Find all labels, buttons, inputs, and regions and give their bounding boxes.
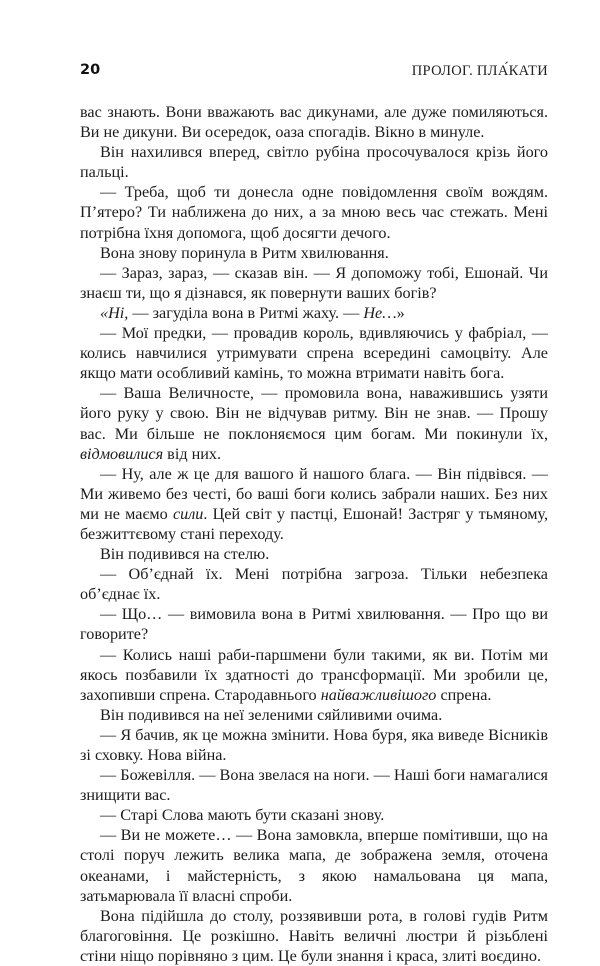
paragraph bbox=[80, 705, 548, 725]
text-run: Вона підійшла до столу, роззявивши рота, в голові гудів Ритм благоговіння. Це розкішно. Навіть величні люстри й різьблені стіни ніщо порівняно з цим. Це були знання і краса, злиті воєдино. bbox=[80, 906, 548, 965]
text-run: вас знають. Вони вважають вас дикунами, але дуже помиляються. Ви не дикуни. Ви осередок, оаза спогадів. Вікно в минуле. bbox=[80, 103, 548, 142]
paragraph bbox=[80, 323, 548, 383]
paragraph bbox=[80, 182, 548, 242]
text-run: — Що… — вимовила вона в Ритмі хвилювання. — Про що ви говорите? bbox=[80, 605, 548, 644]
paragraph bbox=[80, 142, 548, 182]
text-run: — загуділа вона в Ритмі жаху. — bbox=[128, 303, 364, 322]
paragraph bbox=[80, 303, 548, 323]
text-run: . Цей світ у пастці, Ешонай! Застряг у тьмяному, безжиттєвому стані переходу. bbox=[80, 504, 549, 543]
italic-text: найважливішого bbox=[320, 685, 437, 704]
text-run: — Старі Слова мають бути сказані знову. bbox=[100, 806, 385, 825]
paragraph bbox=[80, 102, 548, 142]
paragraph bbox=[80, 825, 548, 905]
text-run: Він подивився на неї зеленими сяйливими очима. bbox=[100, 705, 443, 724]
text-run: спрена. bbox=[436, 685, 492, 704]
text-run: від них. bbox=[163, 444, 222, 463]
italic-text: сили bbox=[172, 504, 204, 523]
paragraph bbox=[80, 604, 548, 644]
paragraph bbox=[80, 243, 548, 263]
text-run: — Ви не можете… — Вона замовкла, вперше помітивши, що на столі поруч лежить велика мапа, де зображена земля, оточена океанами, і майстерність, з якою намальована ця мапа, затьмарювала її власні спроби. bbox=[80, 826, 548, 905]
text-run: — Треба, щоб ти донесла одне повідомлення своїм вождям. П’ятеро? Ти наближена до них, а за мною весь час стежать. Мені потрібна їхня допомога, щоб досягти дечого. bbox=[80, 183, 548, 242]
paragraph bbox=[80, 564, 548, 604]
paragraph bbox=[80, 544, 548, 564]
italic-text: Не… bbox=[363, 303, 397, 322]
text-run: — Божевілля. — Вона звелася на ноги. — Наші боги намагалися знищити вас. bbox=[80, 766, 548, 805]
paragraph bbox=[80, 464, 548, 544]
text-run: Він нахилився вперед, світло рубіна просочувалося крізь його пальці. bbox=[80, 143, 548, 182]
text-run: — Мої предки, — провадив король, вдивляючись у фабріал, — колись навчилися утримувати спрена всередині самоцвіту. Але якщо мати особливий камінь, то можна втримати навіть бога. bbox=[80, 324, 548, 383]
text-run: — Ваша Величносте, — промовила вона, наважившись узяти його руку у свою. Він не відчував ритму. Він не знав. — Прошу вас. Ми більше не поклоняємося цим богам. Ми покинули їх, bbox=[80, 384, 548, 443]
text-run: » bbox=[396, 303, 405, 322]
italic-text: відмовилися bbox=[80, 444, 164, 463]
running-head-chapter-title: ПРОЛОГ. ПЛА́КАТИ bbox=[411, 63, 548, 79]
page-number: 20 bbox=[80, 62, 101, 78]
italic-text: «Ні, bbox=[100, 303, 129, 322]
paragraph bbox=[80, 263, 548, 303]
body-text bbox=[80, 102, 548, 966]
paragraph bbox=[80, 765, 548, 805]
paragraph bbox=[80, 383, 548, 463]
text-run: — Ну, але ж це для вашого й нашого блага. — Він підвівся. — Ми живемо без честі, бо ваші боги колись забрали наших. Без них ми не маємо bbox=[80, 464, 548, 523]
text-run: — Колись наші раби-паршмени були такими, як ви. Потім ми якось позбавили їх здатності до трансформації. Ми зробили це, захопивши спрена. Стародавнього bbox=[80, 645, 548, 704]
paragraph bbox=[80, 906, 548, 966]
text-run: — Я бачив, як це можна змінити. Нова буря, яка виведе Вісників зі сховку. Нова війна. bbox=[80, 725, 548, 764]
paragraph bbox=[80, 725, 548, 765]
text-run: — Об’єднай їх. Мені потрібна загроза. Тільки небезпека об’єднає їх. bbox=[80, 565, 548, 604]
paragraph bbox=[80, 645, 548, 705]
text-run: Вона знову поринула в Ритм хвилювання. bbox=[100, 243, 389, 262]
text-run: Він подивився на стелю. bbox=[100, 545, 270, 564]
page-header bbox=[80, 62, 548, 84]
text-run: — Зараз, зараз, — сказав він. — Я допоможу тобі, Ешонай. Чи знаєш ти, що я дізнався, як повернути ваших богів? bbox=[80, 263, 548, 302]
paragraph bbox=[80, 805, 548, 825]
